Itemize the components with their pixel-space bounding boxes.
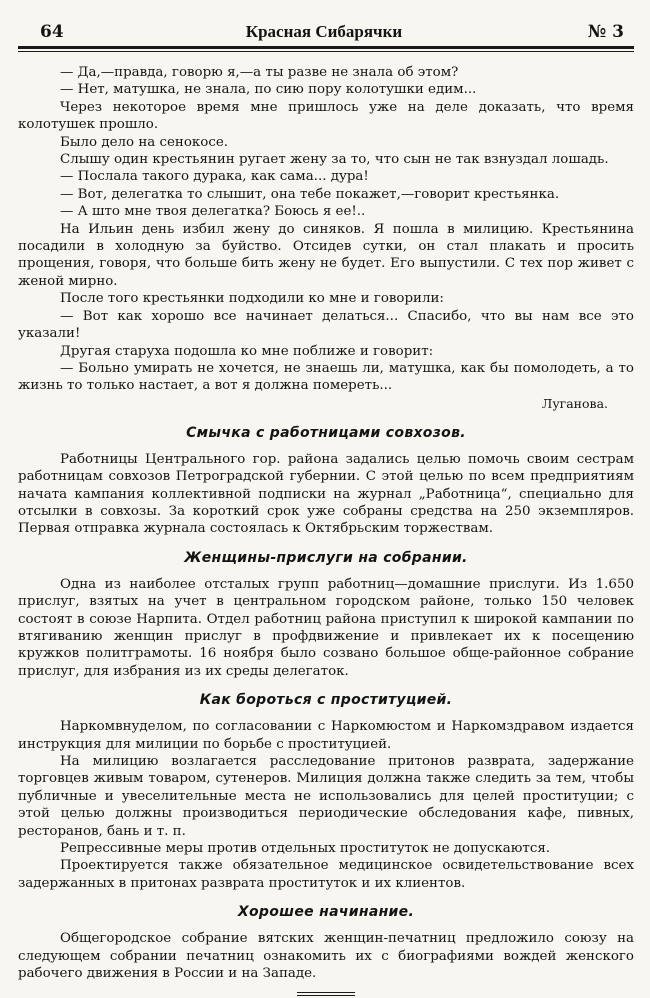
story-paragraph: Было дело на сенокосе. <box>60 134 229 150</box>
story-paragraph: Другая старуха подошла ко мне поближе и говорит: <box>60 343 434 359</box>
article-paragraph: Репрессивные меры против отдельных проституток не допускаются. <box>60 841 551 857</box>
story-paragraph: — А што мне твоя делегатка? Боюсь я ее!.. <box>60 204 366 220</box>
article-title: Женщины-прислуги на собрании. <box>184 549 468 566</box>
end-rule <box>297 992 355 996</box>
story-paragraph: — Нет, матушка, не знала, по сию пору колотушки едим... <box>60 82 477 98</box>
article-title: Хорошее начинание. <box>237 904 415 921</box>
article-paragraph: Проектируется также обязательное медицинское освидетельствование всех задержанных в притонах разврата проституток и их клиентов. <box>18 858 634 891</box>
story-paragraph: На Ильин день избил жену до синяков. Я пошла в милицию. Крестьянина посадили в холодную за буйство. Отсидев сутки, он стал плакать и просить прощения, говоря, что больше бить жену не будет. Его выпустили. С тех пор живет с женой мирно. <box>18 221 634 289</box>
story-paragraph: Через некоторое время мне пришлось уже на деле доказать, что время колотушек прошло. <box>18 99 634 133</box>
story-paragraph: — Да,—правда, говорю я,—а ты разве не знала об этом? <box>60 65 459 80</box>
article-title: Смычка с работницами совхозов. <box>186 424 466 441</box>
article <box>18 549 634 680</box>
article-paragraph: Наркомвнуделом, по согласовании с Наркомюстом и Наркомздравом издается инструкция для милиции по борьбе с проституцией. <box>18 719 634 752</box>
story-paragraph: — Вот, делегатка то слышит, она тебе покажет,—говорит крестьянка. <box>60 186 560 202</box>
story-paragraph: — Вот как хорошо все начинает делаться... Спасибо, что вы нам все это указали! <box>18 308 634 342</box>
page-content <box>18 64 634 996</box>
article <box>18 691 634 892</box>
page-number: 64 <box>40 22 64 42</box>
story-paragraph: После того крестьянки подходили ко мне и говорили: <box>60 291 444 307</box>
story-paragraph: — Больно умирать не хочется, не знаешь ли, матушка, как бы помолодеть, а то жизнь то только настает, а вот я должна помереть... <box>18 360 634 394</box>
journal-title: Красная Сибарячки <box>245 22 403 41</box>
issue-number: № 3 <box>587 22 624 42</box>
story-continuation <box>18 64 634 395</box>
article-paragraph: На милицию возлагается расследование притонов разврата, задержание торговцев живым товаром, сутенеров. Милиция должна также следить за тем, чтобы публичные и увеселительные места не использовались для целей проституции; с этой целью должны производиться периодические обследования кафе, пивных, ресторанов, бань и т. п. <box>18 754 634 839</box>
story-paragraph: — Послала такого дурака, как сама... дура! <box>60 169 369 185</box>
header-rule-thin <box>18 51 634 52</box>
article <box>18 903 634 982</box>
news-articles <box>18 424 634 983</box>
header-rule <box>18 46 634 49</box>
article-paragraph: Работницы Центрального гор. района задались целью помочь своим сестрам работницам совхозов Петроградской губернии. С этой целью по всем предприятиям начата кампания коллективной подписки на журнал „Работница“, специально для отсылки в совхозы. За короткий срок уже собраны средства на 250 экземпляров. Первая отправка журнала состоялась к Октябрьским торжествам. <box>18 451 634 537</box>
story-signature: Луганова. <box>541 395 608 411</box>
article <box>18 424 634 538</box>
article-title: Как бороться с проституцией. <box>199 692 453 709</box>
article-paragraph: Общегородское собрание вятских женщин-печатниц предложило союзу на следующем собрании печатниц ознакомить их с биографиями вождей женского рабочего движения в России и на Западе. <box>18 931 634 982</box>
article-paragraph: Одна из наиболее отсталых групп работниц—домашние прислуги. Из 1.650 прислуг, взятых на учет в центральном городском районе, только 150 человек состоят в союзе Нарпита. Отдел работниц района приступил к широкой кампании по втягиванию женщин прислуг в профдвижение и привлекает их к посещению кружков политграмоты. 16 ноября было созвано большое обще-районное собрание прислуг, для избрания из их среды делегаток. <box>18 576 634 679</box>
story-paragraph: Слышу один крестьянин ругает жену за то, что сын не так взнуздал лошадь. <box>60 152 609 168</box>
